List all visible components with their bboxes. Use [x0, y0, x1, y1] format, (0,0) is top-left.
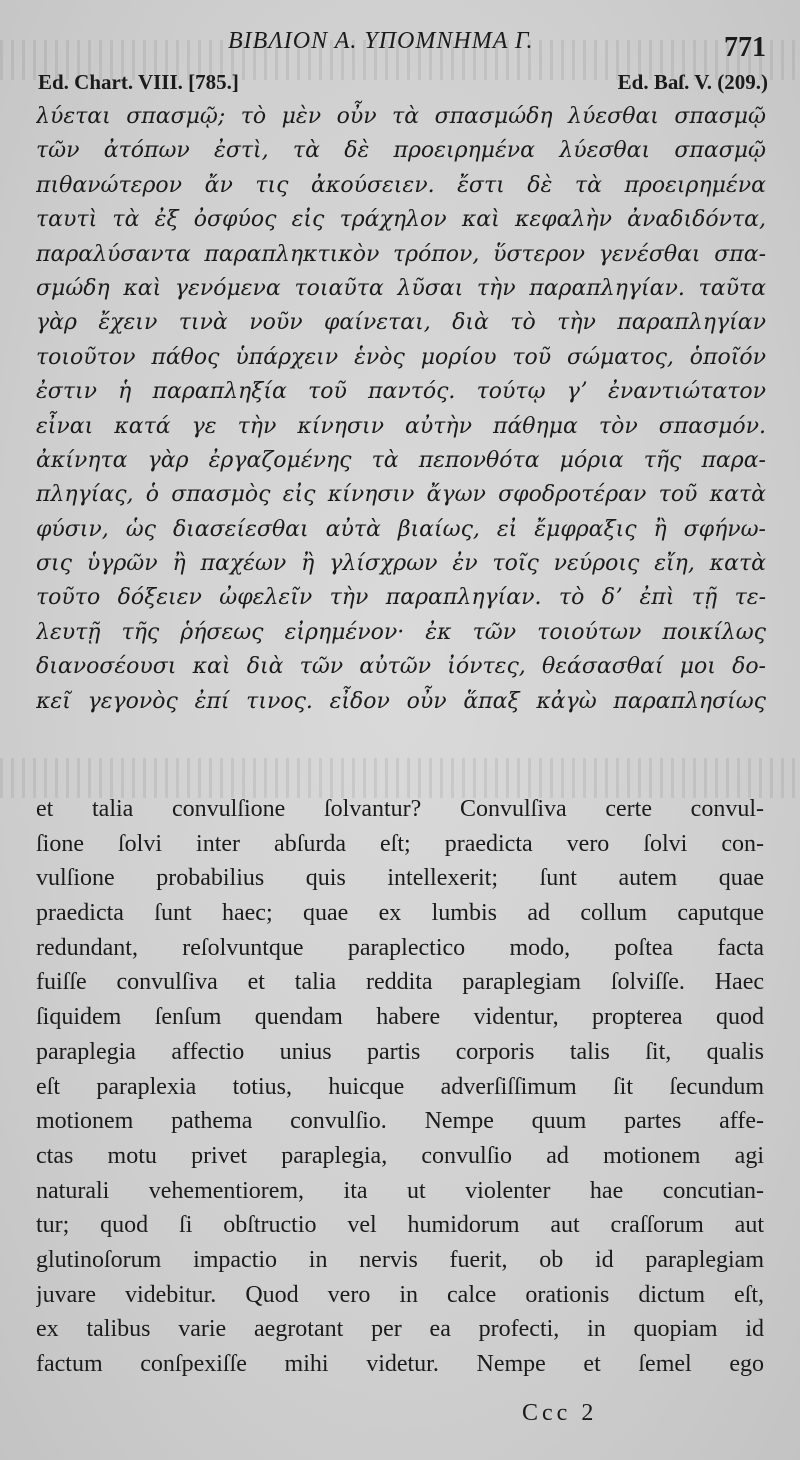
text-line: παραλύσαντα παραπληκτικὸν τρόπον, ὕστερον γενέσθαι σπα-: [36, 241, 766, 267]
text-line: ἀκίνητα γὰρ ἐργαζομένης τὰ πεπονθότα μόρια τῆς παρα-: [36, 447, 766, 473]
text-line: redundant, reſolvuntque paraplectico modo, poſtea facta: [36, 934, 764, 961]
text-line: γὰρ ἔχειν τινὰ νοῦν φαίνεται, διὰ τὸ τὴν παραπληγίαν: [36, 310, 766, 336]
page-number: 771: [724, 32, 766, 63]
text-line: eſt paraplexia totius, huicque adverſiſſimum ſit ſecundum: [36, 1073, 764, 1100]
text-line: praedicta ſunt haec; quae ex lumbis ad collum caputque: [36, 900, 764, 927]
text-line: paraplegia affectio unius partis corporis talis ſit, qualis: [36, 1038, 764, 1065]
text-line: τοιοῦτον πάθος ὑπάρχειν ἑνὸς μορίου τοῦ σώματος, ὁποῖόν: [36, 344, 766, 370]
text-line: ctas motu privet paraplegia, convulſio ad motionem agi: [36, 1142, 764, 1169]
text-line: fuiſſe convulſiva et talia reddita paraplegiam ſolviſſe. Haec: [36, 969, 764, 996]
text-line: juvare videbitur. Quod vero in calce orationis dictum eſt,: [36, 1281, 764, 1308]
text-line: πιθανώτερον ἄν τις ἀκούσειεν. ἔστι δὲ τὰ προειρημένα: [36, 172, 766, 198]
text-line: φύσιν, ὡς διασείεσθαι αὐτὰ βιαίως, εἰ ἔμφραξις ἢ σφήνω-: [36, 516, 766, 542]
edition-left: Ed. Chart. VIII. [785.]: [38, 70, 239, 94]
text-line: tur; quod ſi obſtructio vel humidorum aut craſſorum aut: [36, 1212, 764, 1239]
text-line: λύεται σπασμῷ; τὸ μὲν οὖν τὰ σπασμώδη λύεσθαι σπασμῷ: [36, 104, 766, 129]
edition-right: Ed. Baſ. V. (209.): [617, 70, 768, 94]
text-line: σμώδη καὶ γενόμενα τοιαῦτα λῦσαι τὴν παραπληγίαν. ταῦτα: [36, 275, 766, 301]
text-line: ex talibus varie aegrotant per ea profecti, in quopiam id: [36, 1316, 764, 1343]
text-line: ſiquidem ſenſum quendam habere videntur, propterea quod: [36, 1004, 764, 1031]
text-line: διανοσέουσι καὶ διὰ τῶν αὐτῶν ἰόντες, θεάσασθαί μοι δο-: [36, 654, 766, 680]
running-head: [0, 26, 800, 66]
greek-text-block: [36, 100, 766, 719]
text-line: τοῦτο δόξειεν ὠφελεῖν τὴν παραπληγίαν. τὸ δʼ ἐπὶ τῇ τε-: [36, 585, 766, 611]
latin-text-block: [36, 792, 764, 1382]
text-line: motionem pathema convulſio. Nempe quum partes affe-: [36, 1108, 764, 1135]
text-line: naturali vehementiorem, ita ut violenter hae concutian-: [36, 1177, 764, 1204]
text-line: σις ὑγρῶν ἢ παχέων ἢ γλίσχρων ἐν τοῖς νεύροις εἴη, κατὰ: [36, 551, 766, 577]
text-line: et talia convulſione ſolvantur? Convulſiva certe convul-: [36, 796, 764, 822]
text-line: factum conſpexiſſe mihi videtur. Nempe et ſemel ego: [36, 1351, 764, 1377]
edition-references: [38, 70, 768, 100]
signature-mark: Ccc 2: [522, 1400, 598, 1426]
text-line: πληγίας, ὁ σπασμὸς εἰς κίνησιν ἄγων σφοδροτέραν τοῦ κατὰ: [36, 482, 766, 508]
text-line: ἐστιν ἡ παραπληξία τοῦ παντός. τούτῳ γʼ ἐναντιώτατον: [36, 379, 766, 405]
running-head-title: ΒΙΒΛΙΟΝ Α. ΥΠΟΜΝΗΜΑ Γ.: [228, 28, 534, 54]
text-line: κεῖ γεγονὸς ἐπί τινος. εἶδον οὖν ἅπαξ κἀγὼ παραπλησίως: [36, 688, 766, 714]
text-line: vulſione probabilius quis intellexerit; ſunt autem quae: [36, 865, 764, 892]
text-line: τῶν ἀτόπων ἐστὶ, τὰ δὲ προειρημένα λύεσθαι σπασμῷ: [36, 138, 766, 164]
text-line: εἶναι κατά γε τὴν κίνησιν αὐτὴν πάθημα τὸν σπασμόν.: [36, 413, 766, 439]
text-line: ſione ſolvi inter abſurda eſt; praedicta vero ſolvi con-: [36, 830, 764, 857]
text-line: glutinoſorum impactio in nervis fuerit, ob id paraplegiam: [36, 1246, 764, 1273]
text-line: λευτῇ τῆς ῥήσεως εἰρημένον· ἐκ τῶν τοιούτων ποικίλως: [36, 619, 766, 645]
text-line: ταυτὶ τὰ ἐξ ὀσφύος εἰς τράχηλον καὶ κεφαλὴν ἀναδιδόντα,: [36, 207, 766, 233]
